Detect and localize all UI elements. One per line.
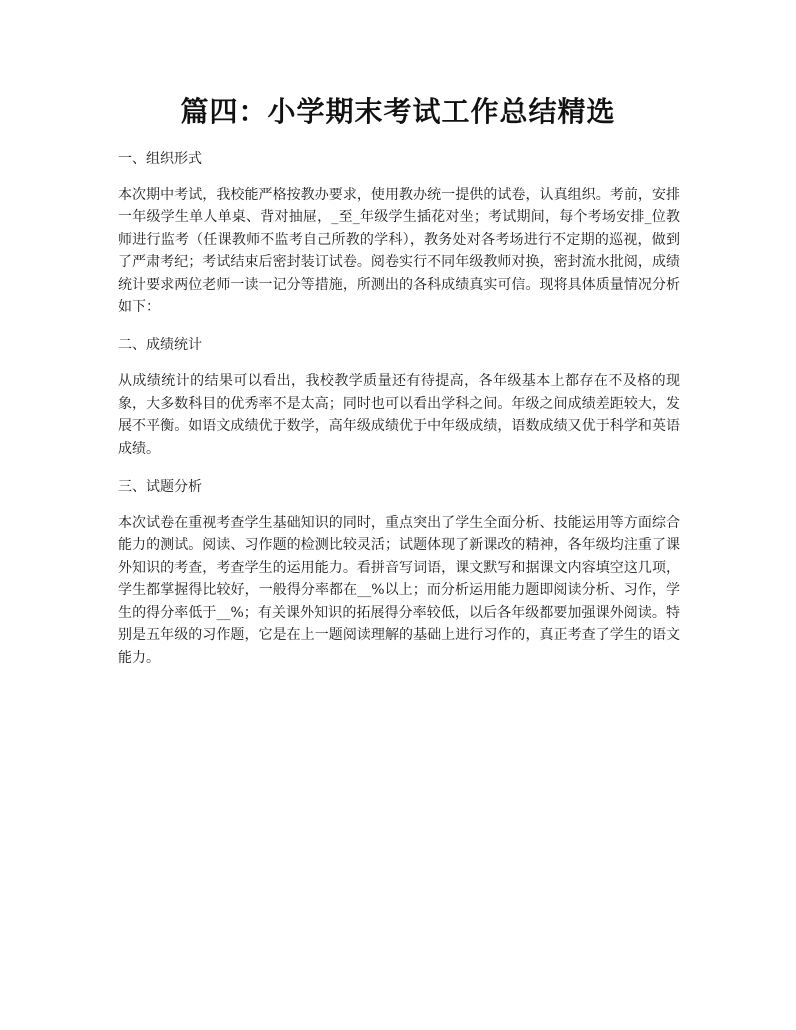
section-test-analysis: [118, 476, 680, 669]
section-paragraph: 本次试卷在重视考查学生基础知识的同时，重点突出了学生全面分析、技能运用等方面综合能力的测试。阅读、习作题的检测比较灵活；试题体现了新课改的精神，各年级均注重了课外知识的考查，考查学生的运用能力。看拼音写词语，课文默写和据课文内容填空这几项，学生都掌握得比较好，一般得分率都在__%以上；而分析运用能力题即阅读分析、习作，学生的得分率低于__%；有关课外知识的拓展得分率较低，以后各年级都要加强课外阅读。特别是五年级的习作题，它是在上一题阅读理解的基础上进行习作的，真正考查了学生的语文能力。: [118, 515, 680, 666]
section-heading: 二、成绩统计: [118, 337, 202, 354]
section-heading: 三、试题分析: [118, 479, 202, 496]
section-heading: 一、组织形式: [118, 151, 202, 167]
section-paragraph: 从成绩统计的结果可以看出，我校教学质量还有待提高，各年级基本上都存在不及格的现象，大多数科目的优秀率不是太高；同时也可以看出学科之间。年级之间成绩差距较大，发展不平衡。如语文成绩优于数学，高年级成绩优于中年级成绩，语数成绩又优于科学和英语成绩。: [118, 373, 680, 457]
section-organization: [118, 148, 680, 318]
page-title: 篇四：小学期末考试工作总结精选: [180, 95, 616, 128]
document-body: [118, 148, 680, 685]
section-paragraph: 本次期中考试，我校能严格按教办要求，使用教办统一提供的试卷，认真组织。考前，安排一年级学生单人单桌、背对抽屉，_至_年级学生插花对坐；考试期间，每个考场安排_位教师进行监考（任课教师不监考自己所教的学科），教务处对各考场进行不定期的巡视，做到了严肃考纪；考试结束后密封装订试卷。阅卷实行不同年级教师对换，密封流水批阅，成绩统计要求两位老师一读一记分等措施，所测出的各科成绩真实可信。现将具体质量情况分析如下：: [118, 187, 680, 316]
section-score-statistics: [118, 334, 680, 460]
